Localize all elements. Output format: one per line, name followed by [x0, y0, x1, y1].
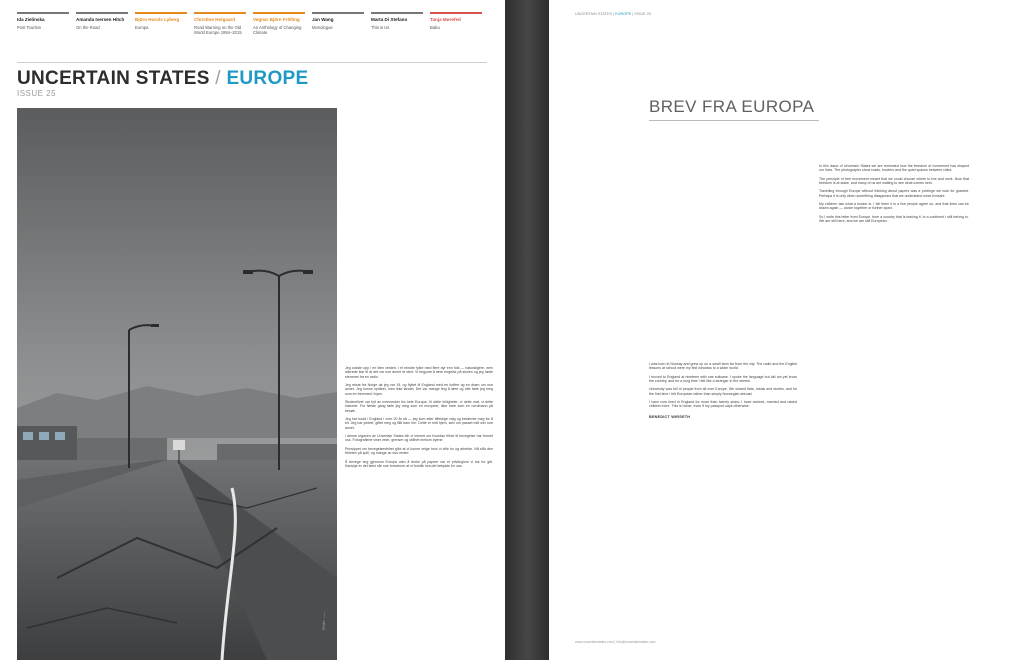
contributor-title: Road Warning on the Old World Europe 1994–2015 [194, 25, 242, 36]
paragraph: I have now lived in England for more than twenty years. I have worked, married and raised children here. This is home, even if my passport says otherwise. [649, 400, 797, 409]
header-section: EUROPE [615, 12, 632, 16]
feature-photograph [17, 108, 337, 660]
contributor-title: Babu [430, 25, 440, 31]
contributor-name: Jan Wang [312, 17, 334, 22]
page-footer[interactable]: www.uncertainstates.com | info@uncertainstates.com [575, 640, 656, 644]
header-magazine: UNCERTAIN STATES [575, 12, 613, 16]
contributor-title: Monologue [312, 25, 333, 31]
contributor[interactable] [194, 12, 246, 35]
header-issue: | ISSUE 25 [631, 12, 651, 16]
left-page [0, 0, 505, 660]
contributor-name: Ida Zielinska [17, 17, 45, 22]
contributor-name: Marta Di Stefano [371, 17, 408, 22]
issue-title-separator: / [209, 68, 227, 89]
paragraph: So I write this letter from Europe, from a country that is leaving it, to a continent I still belong to. We are still here, and we are still European. [819, 214, 969, 224]
contributor-name: Tanja Mørefed [430, 17, 461, 22]
contributor-title: An Anthology of Changing Climate [253, 25, 302, 36]
spread-gutter [505, 0, 549, 660]
left-text-column-right-page [649, 362, 797, 419]
author-byline: BENEDICT WIRSETH [649, 414, 691, 419]
contributor[interactable] [253, 12, 305, 35]
title-rule [17, 62, 487, 63]
paragraph: University was full of people from all over Europe. We shared flats, meals and stories, and for the first time I felt European rather than simply Norwegian abroad. [649, 387, 797, 396]
contributor[interactable] [312, 12, 364, 30]
paragraph: The principle of free movement meant that we could choose where to live and work. Now that freedom is at stake, and many of us are waiting to see what comes next. [819, 176, 969, 186]
right-page [549, 0, 1024, 660]
issue-title-main: UNCERTAIN STATES [17, 68, 210, 89]
paragraph: Jeg har bodd i England i over 20 år nå — jeg kom etter tilfeldige valg og bestemte meg for å bli. Jeg har jobbet, giftet meg og fått barn her. Dette er mitt hjem, selv om passet mitt sier noe annet. [345, 417, 493, 430]
headline-rule [649, 120, 819, 121]
contributors-strip [17, 12, 487, 42]
article-headline: BREV FRA EUROPA [649, 97, 815, 116]
contributor[interactable] [371, 12, 423, 30]
contributor-name: Christine Holgaard [194, 17, 236, 22]
paragraph: My children ask what a border is. I tell them it is a line people agree on, and that lines can be drawn again — closer together or further apart. [819, 202, 969, 211]
contributor[interactable] [17, 12, 69, 30]
paragraph: Jeg reiste fra Norge da jeg var 19, og flyttet til England med en koffert og en drøm om noe annet. Jeg kunne språket, men ikke landet. Det var mange ting å lære og ofte følte jeg meg som en fremmed i byen. [345, 383, 493, 396]
left-text-column [345, 366, 493, 472]
paragraph: Studentlivet var fylt av mennesker fra hele Europa. Vi delte leiligheter, vi delte mat, vi delte historier. For første gang følte jeg meg som en europeer, ikke bare som en nordmann på besøk. [345, 400, 493, 413]
right-text-column [819, 164, 969, 227]
paragraph: Jeg vokste opp i en liten verden, i et mindre fylke med flere dyr enn folk — naturaligere, men allerede klar til at det var noe annet et sted. Vi begynte å lære engelsk på skolen og jeg hørte stemmer fra en radio. [345, 366, 493, 379]
contributor-title: Post Tourism [17, 25, 42, 31]
issue-title-theme: EUROPE [226, 68, 309, 89]
running-header [575, 12, 651, 16]
paragraph: I moved to England at nineteen with one suitcase. I spoke the language but did not yet know the country, and for a long time I felt like a stranger in the streets. [649, 374, 797, 384]
contributor[interactable] [76, 12, 128, 30]
header-separator: | [612, 12, 616, 16]
contributor-name: Vegnar Björn Frölling [253, 17, 300, 22]
contributor[interactable] [135, 12, 187, 30]
issue-title [17, 68, 308, 90]
paragraph: Prinsippet om bevegelsesfrihet gikk at vi kunne velge hvor vi ville bo og arbeide. Nå står den friheten på spill, og mange av oss venter. [345, 446, 493, 456]
contributor-title: Europa [135, 25, 149, 31]
contributor-title: This is Us [371, 25, 390, 31]
paragraph: I denne utgaven av Uncertain States blir vi minnet om hvordan frihet til bevegelse har formet oss. Fotografiene viser veier, grenser og stillhet mellom byene. [345, 434, 493, 443]
photo-credit: Photo: —— [322, 611, 326, 630]
contributor-title: On the Road [76, 25, 100, 31]
paragraph: Travelling through Europe without thinking about papers was a privilege we took for granted. Perhaps it is only when something disappears that we understand what it meant. [819, 189, 969, 198]
paragraph: In this issue of Uncertain States we are reminded how the freedom of movement has shaped our lives. The photographs show roads, borders and the quiet spaces between cities. [819, 164, 969, 173]
contributor-name: Björn Horols Lyberg [135, 17, 180, 22]
contributor[interactable] [430, 12, 482, 30]
paragraph: I was born in Norway and grew up on a small farm far from the city. The radio and the English lessons at school were my first windows to a wider world. [649, 362, 797, 371]
paragraph: Å bevege seg gjennom Europa uten å tenke på papirer var et privilegium vi tok for gitt. Kanskje er det først når noe forsvinner at vi forstår hva det betydde for oss. [345, 459, 493, 468]
contributor-name: Amanda Iversen Hitch [76, 17, 125, 22]
road-landscape-image [17, 108, 337, 660]
issue-number: ISSUE 25 [17, 89, 57, 98]
